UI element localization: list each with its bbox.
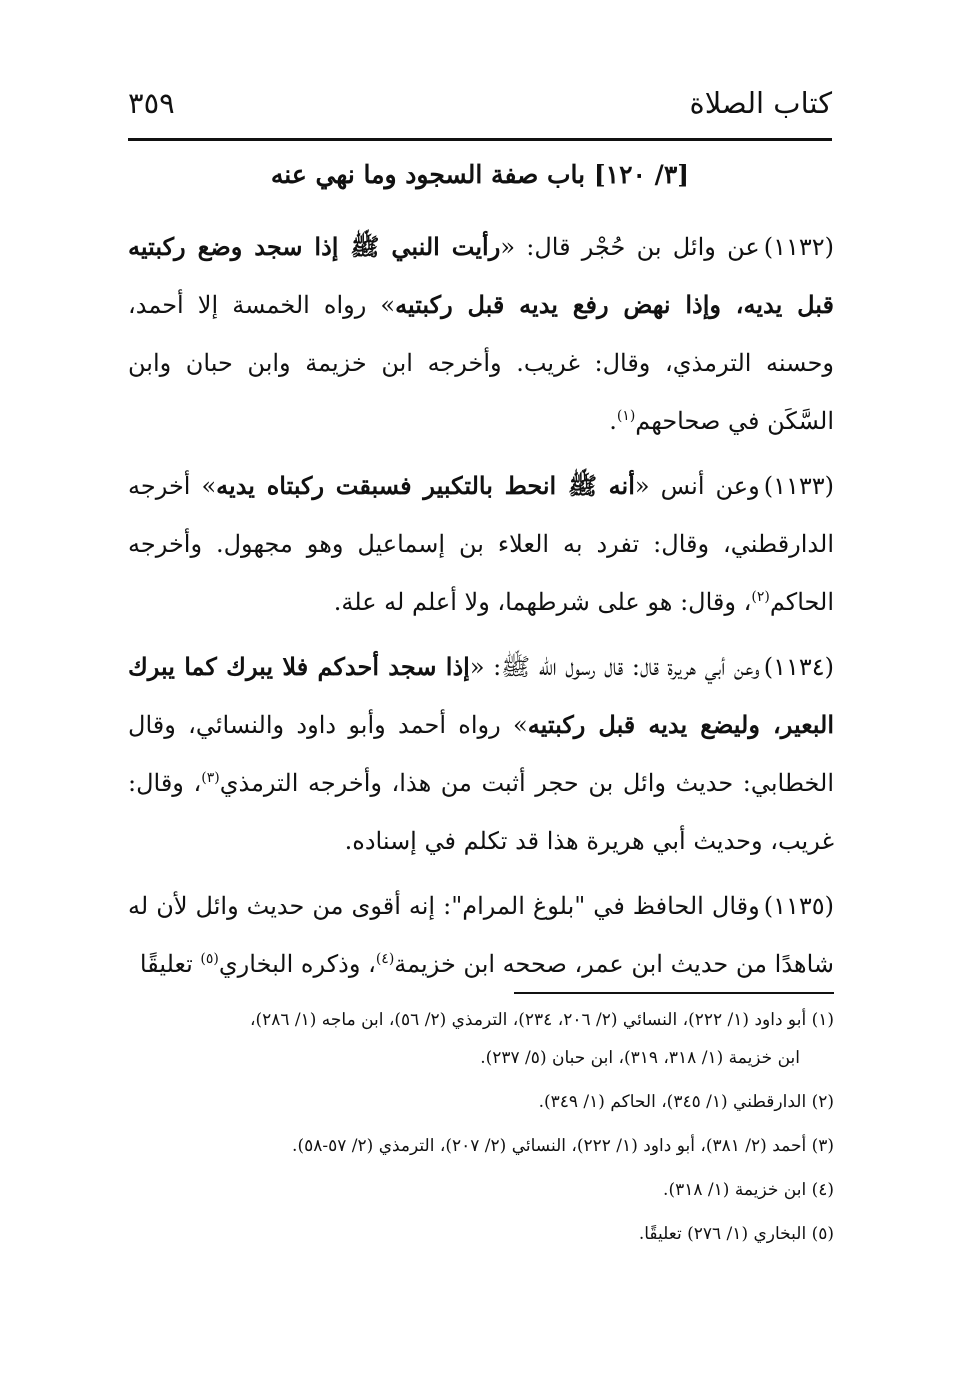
running-header xyxy=(128,86,832,141)
page-number: ٣٥٩ xyxy=(128,86,175,120)
hadith-quote: رأيت النبي ﷺ إذا سجد وضع ركبتيه قبل يديه، وإذا نهض رفع يديه قبل ركبتيه xyxy=(128,232,834,319)
footnote-3 xyxy=(128,1134,834,1158)
hadith-intro: وعن أبي هريرة قال: قال رسول الله ﷺ: « xyxy=(469,653,760,681)
hadith-number: (١١٣٣) xyxy=(763,472,835,500)
running-title: كتاب الصلاة xyxy=(689,86,832,120)
hadith-ending: ، وقال: هو على شرطهما، ولا أعلم له علة. xyxy=(333,588,752,616)
hadith-number: (١١٣٥) xyxy=(763,892,834,920)
footnote-4 xyxy=(128,1178,834,1202)
hadith-intro: وعن أنس « xyxy=(634,472,760,500)
footnote-1 xyxy=(128,1008,834,1070)
footnote-marker[interactable]: (٤) xyxy=(375,951,395,967)
hadith-quote: أنه ﷺ انحط بالتكبير فسبقت ركبتاه يديه xyxy=(216,471,635,500)
footnote-text: (٤) ابن خزيمة (١/ ٣١٨). xyxy=(663,1180,834,1200)
hadith-1132 xyxy=(128,218,834,450)
footnote-2 xyxy=(128,1090,834,1114)
hadith-ending: تعليقًا xyxy=(139,950,201,978)
footnote-marker[interactable]: (١) xyxy=(616,408,636,424)
footnote-marker[interactable]: (٢) xyxy=(751,589,770,605)
hadith-ending: . xyxy=(609,407,617,435)
footnote-text: (٢) الدارقطني (١/ ٣٤٥)، الحاكم (١/ ٣٤٩). xyxy=(538,1092,834,1112)
hadith-commentary: » أخرجه الدارقطني، وقال: تفرد به العلاء بن إسماعيل وهو مجهول. وأخرجه الحاكم xyxy=(128,472,834,616)
hadith-number: (١١٣٤) xyxy=(763,653,834,681)
footnote-text: (١) أبو داود (١/ ٢٢٢)، النسائي (٢/ ٢٠٦، ٢٣٤)، الترمذي (٢/ ٥٦)، ابن ماجه (١/ ٢٨٦)، xyxy=(249,1010,834,1030)
footnote-continuation: ابن خزيمة (١/ ٣١٨، ٣١٩)، ابن حبان (٥/ ٢٣٧). xyxy=(480,1048,800,1068)
hadith-ending: ، وقال: غريب، وحديث أبي هريرة هذا قد تكلم في إسناده. xyxy=(128,769,834,855)
hadith-quote: إذا سجد أحدكم فلا يبرك كما يبرك البعير، وليضع يديه قبل ركبتيه xyxy=(128,652,834,739)
footnote-text: (٥) البخاري (١/ ٢٧٦) تعليقًا. xyxy=(638,1224,834,1244)
chapter-heading: [٣/ ١٢٠] باب صفة السجود وما نهي عنه xyxy=(270,160,690,189)
hadith-intro: وقال الحافظ في "بلوغ المرام": إنه أقوى من حديث وائل لأن له شاهدًا من حديث ابن عمر، صححه ابن خزيمة xyxy=(128,892,834,978)
hadith-1133 xyxy=(128,457,834,631)
hadith-commentary: » رواه أحمد وأبو داود والنسائي، وقال الخطابي: حديث وائل بن حجر أثبت من هذا، وأخرجه الترمذي xyxy=(128,711,835,797)
hadith-intro: عن وائل بن حُجْر قال: « xyxy=(500,233,760,261)
hadith-1135 xyxy=(128,877,834,993)
hadith-commentary: » رواه الخمسة إلا أحمد، وحسنه الترمذي، وقال: غريب. وأخرجه ابن خزيمة وابن حبان وابن السَّكَن في صحاحهم xyxy=(128,291,834,435)
footnote-text: (٣) أحمد (٢/ ٣٨١)، أبو داود (١/ ٢٢٢)، النسائي (٢/ ٢٠٧)، الترمذي (٢/ ٥٧-٥٨). xyxy=(292,1136,834,1156)
hadith-number: (١١٣٢) xyxy=(763,233,835,261)
hadith-commentary: ، وذكره البخاري xyxy=(218,950,376,978)
footnote-separator xyxy=(514,992,834,994)
footnote-marker[interactable]: (٥) xyxy=(200,951,219,967)
body-text xyxy=(128,218,834,1000)
hadith-1134 xyxy=(128,638,834,870)
footnotes xyxy=(128,1008,834,1266)
footnote-marker[interactable]: (٣) xyxy=(201,770,220,786)
footnote-5 xyxy=(128,1222,834,1246)
